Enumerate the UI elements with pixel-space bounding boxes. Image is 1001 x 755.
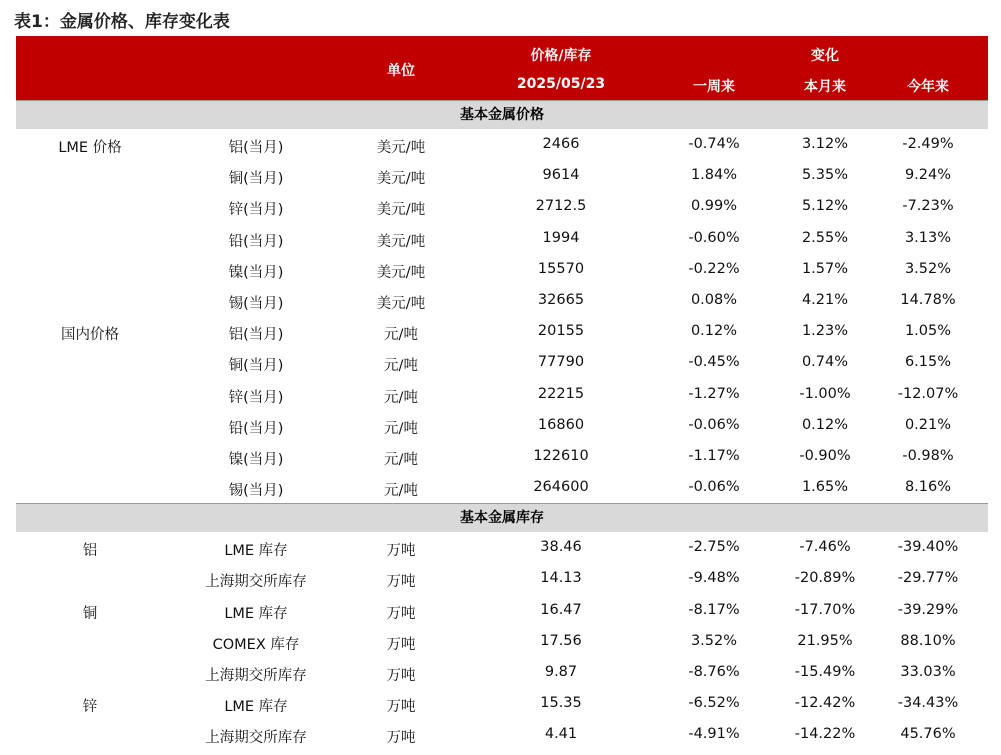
week-change-cell: -4.91% xyxy=(688,726,740,743)
item-cell: 镍(当月) xyxy=(228,451,284,468)
year-change-cell: -39.29% xyxy=(897,601,959,618)
item-cell: LME 库存 xyxy=(224,605,288,622)
item-cell: 铝(当月) xyxy=(228,140,284,156)
week-change-cell: -0.06% xyxy=(688,416,740,433)
week-change-cell: 0.99% xyxy=(690,198,738,215)
week-change-cell: -0.06% xyxy=(688,479,740,496)
header-change: 变化 xyxy=(811,48,839,64)
month-change-cell: 2.55% xyxy=(801,229,849,246)
table-row xyxy=(16,316,988,347)
table-row xyxy=(16,223,988,254)
table-row xyxy=(16,191,988,222)
value-cell: 38.46 xyxy=(540,539,582,556)
month-change-cell: -20.89% xyxy=(794,570,856,587)
item-cell: 上海期交所库存 xyxy=(205,668,307,684)
year-change-cell: 33.03% xyxy=(900,664,956,680)
month-change-cell: 1.57% xyxy=(801,260,849,277)
table-row xyxy=(16,595,988,626)
year-change-cell: 0.21% xyxy=(904,416,952,433)
week-change-cell: 1.84% xyxy=(690,167,738,184)
year-change-cell: 9.24% xyxy=(904,167,952,184)
value-cell: 20155 xyxy=(537,323,585,340)
item-cell: LME 库存 xyxy=(224,699,288,716)
value-cell: 264600 xyxy=(533,479,589,496)
table-row xyxy=(16,160,988,191)
unit-cell: 元/吨 xyxy=(384,420,418,437)
table-row xyxy=(16,379,988,410)
month-change-cell: 0.74% xyxy=(801,354,849,371)
month-change-cell: 4.21% xyxy=(801,291,849,308)
value-cell: 4.41 xyxy=(544,726,578,743)
unit-cell: 元/吨 xyxy=(384,358,418,375)
month-change-cell: -0.90% xyxy=(799,447,851,464)
year-change-cell: 8.16% xyxy=(904,479,952,496)
year-change-cell: -29.77% xyxy=(897,570,959,587)
unit-cell: 万吨 xyxy=(386,668,416,684)
table-header xyxy=(16,36,988,100)
week-change-cell: 0.12% xyxy=(690,323,738,340)
table-row xyxy=(16,347,988,378)
month-change-cell: -14.22% xyxy=(794,726,856,743)
week-change-cell: -0.60% xyxy=(688,229,740,246)
year-change-cell: 1.05% xyxy=(904,323,952,340)
week-change-cell: -0.74% xyxy=(688,136,740,152)
year-change-cell: -0.98% xyxy=(902,447,954,464)
month-change-cell: 0.12% xyxy=(801,416,849,433)
unit-cell: 万吨 xyxy=(386,605,416,622)
year-change-cell: -2.49% xyxy=(902,136,954,152)
year-change-cell: -39.40% xyxy=(897,539,959,556)
table-row xyxy=(16,657,988,688)
year-change-cell: 45.76% xyxy=(900,726,956,743)
value-cell: 22215 xyxy=(537,385,585,402)
unit-cell: 美元/吨 xyxy=(376,295,426,312)
week-change-cell: 3.52% xyxy=(690,632,738,649)
item-cell: 铅(当月) xyxy=(228,233,284,250)
unit-cell: 万吨 xyxy=(386,636,416,653)
unit-cell: 元/吨 xyxy=(384,451,418,468)
item-cell: LME 库存 xyxy=(224,543,288,560)
value-cell: 15570 xyxy=(537,260,585,277)
week-change-cell: -2.75% xyxy=(688,539,740,556)
month-change-cell: -17.70% xyxy=(794,601,856,618)
unit-cell: 元/吨 xyxy=(384,389,418,406)
value-cell: 9.87 xyxy=(544,664,578,680)
value-cell: 17.56 xyxy=(540,632,582,649)
year-change-cell: 3.13% xyxy=(904,229,952,246)
month-change-cell: 3.12% xyxy=(801,136,849,152)
week-change-cell: -1.27% xyxy=(688,385,740,402)
week-change-cell: -0.22% xyxy=(688,260,740,277)
item-cell: 镍(当月) xyxy=(228,264,284,281)
table-row xyxy=(16,441,988,472)
group-cell: 锌 xyxy=(82,699,98,716)
header-week: 一周来 xyxy=(693,79,735,95)
group-cell: 国内价格 xyxy=(61,327,119,344)
item-cell: 铝(当月) xyxy=(228,327,284,344)
group-cell: LME 价格 xyxy=(58,140,122,156)
unit-cell: 万吨 xyxy=(386,574,416,591)
value-cell: 32665 xyxy=(537,291,585,308)
header-date: 2025/05/23 xyxy=(516,76,606,92)
table-body xyxy=(16,100,988,751)
year-change-cell: 88.10% xyxy=(900,632,956,649)
header-price-stock: 价格/库存 xyxy=(530,48,592,64)
table-row xyxy=(16,626,988,657)
year-change-cell: 14.78% xyxy=(900,291,956,308)
item-cell: COMEX 库存 xyxy=(212,636,300,653)
section-header: 基本金属库存 xyxy=(16,503,988,532)
table-row xyxy=(16,688,988,719)
month-change-cell: -15.49% xyxy=(794,664,856,680)
month-change-cell: 1.65% xyxy=(801,479,849,496)
unit-cell: 万吨 xyxy=(386,699,416,716)
week-change-cell: -8.76% xyxy=(688,664,740,680)
month-change-cell: -12.42% xyxy=(794,695,856,712)
week-change-cell: -9.48% xyxy=(688,570,740,587)
item-cell: 锌(当月) xyxy=(228,389,284,406)
value-cell: 15.35 xyxy=(540,695,582,712)
header-year: 今年来 xyxy=(907,79,949,95)
year-change-cell: 3.52% xyxy=(904,260,952,277)
month-change-cell: -1.00% xyxy=(799,385,851,402)
value-cell: 2466 xyxy=(542,136,580,152)
section-header: 基本金属价格 xyxy=(16,100,988,129)
unit-cell: 美元/吨 xyxy=(376,171,426,188)
item-cell: 铜(当月) xyxy=(228,358,284,375)
month-change-cell: 5.35% xyxy=(801,167,849,184)
item-cell: 铜(当月) xyxy=(228,171,284,188)
item-cell: 上海期交所库存 xyxy=(205,730,307,747)
group-cell: 铝 xyxy=(82,543,98,560)
unit-cell: 美元/吨 xyxy=(376,202,426,219)
table-row xyxy=(16,472,988,503)
year-change-cell: 6.15% xyxy=(904,354,952,371)
year-change-cell: -7.23% xyxy=(902,198,954,215)
metal-price-stock-table xyxy=(16,36,988,751)
item-cell: 锡(当月) xyxy=(228,295,284,312)
item-cell: 上海期交所库存 xyxy=(205,574,307,591)
table-row xyxy=(16,563,988,594)
unit-cell: 美元/吨 xyxy=(376,140,426,156)
unit-cell: 万吨 xyxy=(386,730,416,747)
month-change-cell: 21.95% xyxy=(797,632,853,649)
unit-cell: 万吨 xyxy=(386,543,416,560)
week-change-cell: -1.17% xyxy=(688,447,740,464)
header-unit: 单位 xyxy=(387,63,415,79)
value-cell: 16.47 xyxy=(540,601,582,618)
table-row xyxy=(16,254,988,285)
week-change-cell: -8.17% xyxy=(688,601,740,618)
unit-cell: 元/吨 xyxy=(384,327,418,344)
value-cell: 122610 xyxy=(533,447,589,464)
unit-cell: 元/吨 xyxy=(384,483,418,500)
group-cell: 铜 xyxy=(82,605,98,622)
week-change-cell: -0.45% xyxy=(688,354,740,371)
value-cell: 2712.5 xyxy=(535,198,587,215)
table-row xyxy=(16,285,988,316)
table-row xyxy=(16,410,988,441)
value-cell: 1994 xyxy=(542,229,580,246)
value-cell: 16860 xyxy=(537,416,585,433)
month-change-cell: 1.23% xyxy=(801,323,849,340)
unit-cell: 美元/吨 xyxy=(376,264,426,281)
month-change-cell: 5.12% xyxy=(801,198,849,215)
table-title: 表1：金属价格、库存变化表 xyxy=(14,12,230,32)
header-month: 本月来 xyxy=(804,79,846,95)
table-row xyxy=(16,719,988,750)
value-cell: 14.13 xyxy=(540,570,582,587)
table-row xyxy=(16,129,988,160)
item-cell: 铅(当月) xyxy=(228,420,284,437)
week-change-cell: 0.08% xyxy=(690,291,738,308)
year-change-cell: -12.07% xyxy=(897,385,959,402)
week-change-cell: -6.52% xyxy=(688,695,740,712)
item-cell: 锡(当月) xyxy=(228,483,284,500)
table-row xyxy=(16,532,988,563)
unit-cell: 美元/吨 xyxy=(376,233,426,250)
month-change-cell: -7.46% xyxy=(799,539,851,556)
item-cell: 锌(当月) xyxy=(228,202,284,219)
value-cell: 77790 xyxy=(537,354,585,371)
value-cell: 9614 xyxy=(542,167,580,184)
year-change-cell: -34.43% xyxy=(897,695,959,712)
